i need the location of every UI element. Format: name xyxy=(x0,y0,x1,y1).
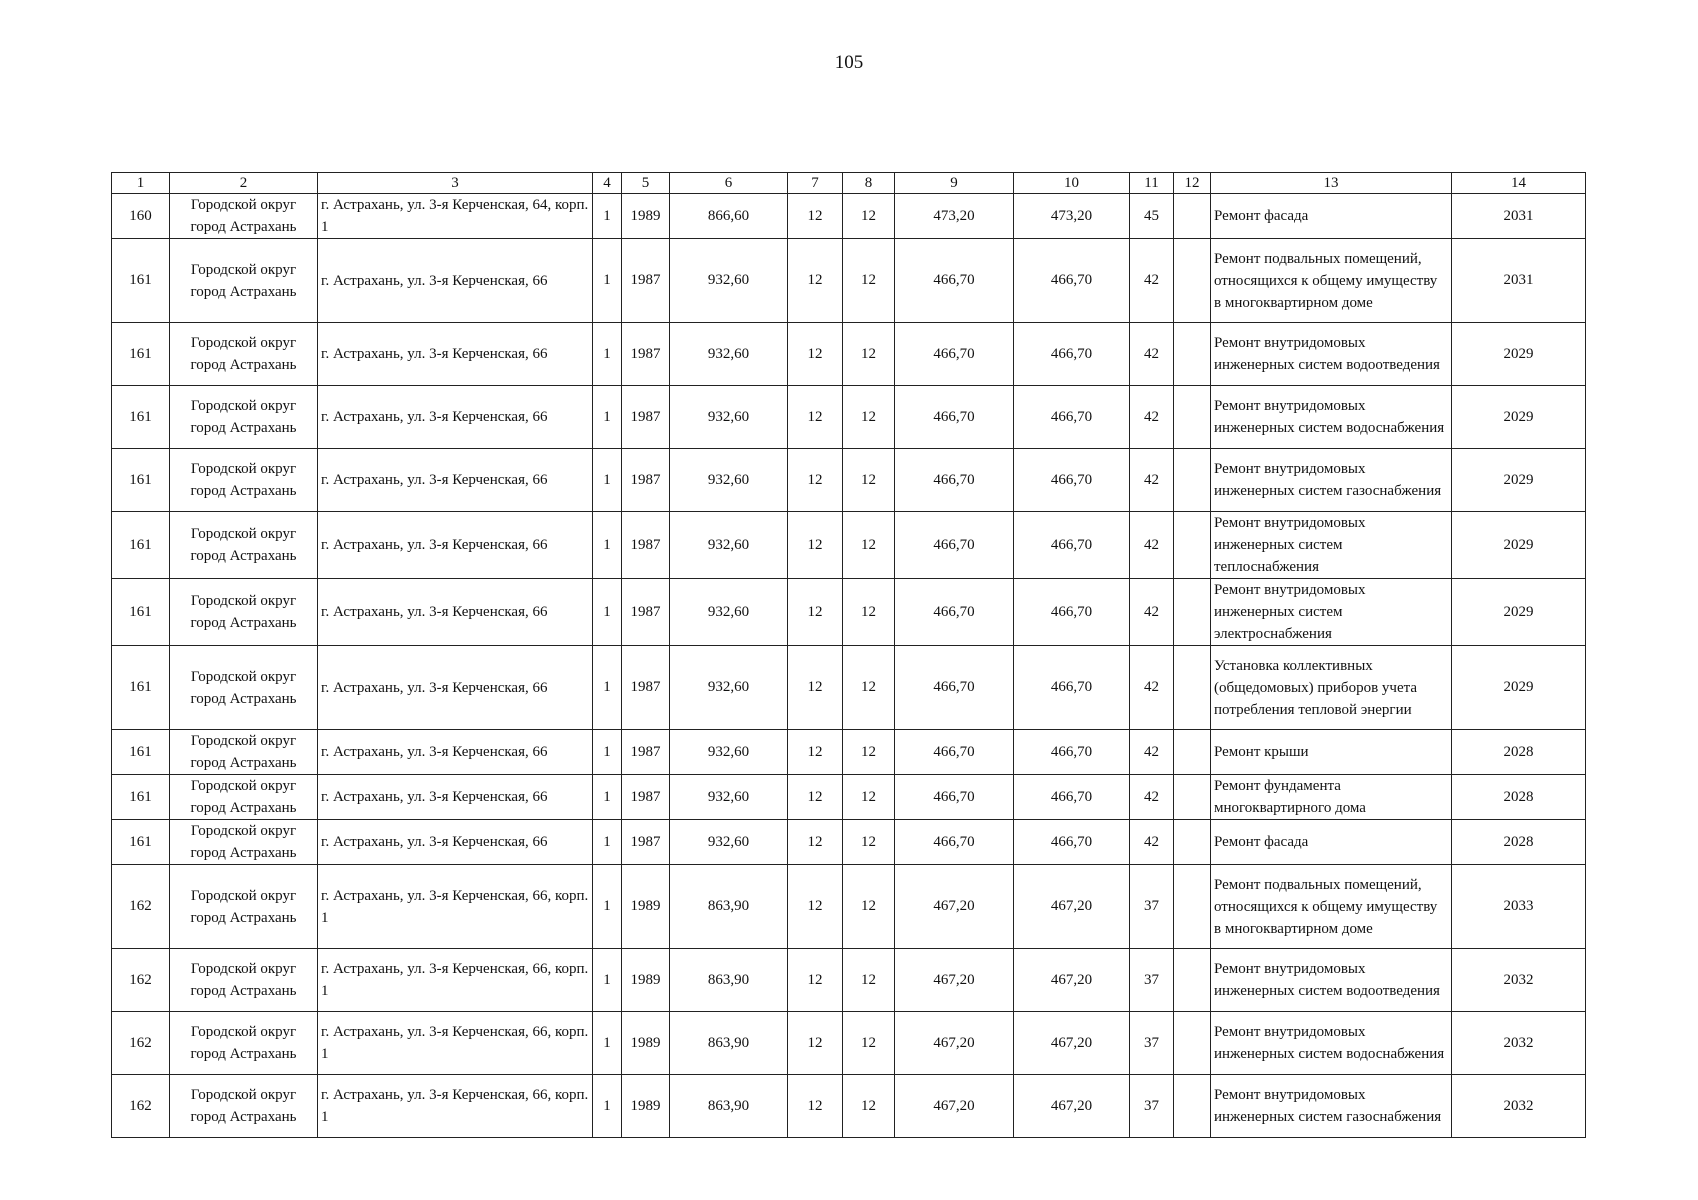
cell-col-4: 1 xyxy=(593,386,622,449)
repair-program-table xyxy=(111,172,1586,1138)
column-header: 6 xyxy=(670,173,788,194)
municipality-cell: Городской округ город Астрахань xyxy=(170,386,318,449)
cell-col-9: 466,70 xyxy=(895,512,1014,579)
cell-col-4: 1 xyxy=(593,239,622,323)
cell-col-6: 863,90 xyxy=(670,949,788,1012)
column-header: 9 xyxy=(895,173,1014,194)
table-row xyxy=(112,1012,1586,1075)
row-number-cell: 161 xyxy=(112,512,170,579)
cell-col-11: 42 xyxy=(1130,730,1174,775)
address-cell: г. Астрахань, ул. 3-я Керченская, 66 xyxy=(318,646,593,730)
cell-col-10: 467,20 xyxy=(1014,1012,1130,1075)
work-type-cell: Ремонт внутридомовых инженерных систем электроснабжения xyxy=(1211,579,1452,646)
table-row xyxy=(112,730,1586,775)
cell-col-12 xyxy=(1174,1012,1211,1075)
cell-col-10: 466,70 xyxy=(1014,386,1130,449)
cell-col-8: 12 xyxy=(843,730,895,775)
cell-col-7: 12 xyxy=(788,775,843,820)
municipality-cell: Городской округ город Астрахань xyxy=(170,775,318,820)
term-year-cell: 2028 xyxy=(1452,775,1586,820)
term-year-cell: 2029 xyxy=(1452,646,1586,730)
row-number-cell: 161 xyxy=(112,646,170,730)
row-number-cell: 161 xyxy=(112,820,170,865)
cell-col-9: 467,20 xyxy=(895,1012,1014,1075)
work-type-cell: Ремонт фасада xyxy=(1211,194,1452,239)
cell-col-10: 467,20 xyxy=(1014,865,1130,949)
municipality-cell: Городской округ город Астрахань xyxy=(170,194,318,239)
cell-col-9: 466,70 xyxy=(895,646,1014,730)
cell-col-7: 12 xyxy=(788,194,843,239)
year-cell: 1987 xyxy=(622,323,670,386)
cell-col-8: 12 xyxy=(843,646,895,730)
term-year-cell: 2029 xyxy=(1452,323,1586,386)
address-cell: г. Астрахань, ул. 3-я Керченская, 66 xyxy=(318,323,593,386)
municipality-cell: Городской округ город Астрахань xyxy=(170,323,318,386)
cell-col-9: 466,70 xyxy=(895,730,1014,775)
term-year-cell: 2029 xyxy=(1452,449,1586,512)
row-number-cell: 161 xyxy=(112,386,170,449)
cell-col-7: 12 xyxy=(788,239,843,323)
cell-col-8: 12 xyxy=(843,239,895,323)
cell-col-6: 863,90 xyxy=(670,1012,788,1075)
address-cell: г. Астрахань, ул. 3-я Керченская, 66, корп. 1 xyxy=(318,1012,593,1075)
year-cell: 1987 xyxy=(622,579,670,646)
cell-col-11: 37 xyxy=(1130,1075,1174,1138)
cell-col-6: 932,60 xyxy=(670,820,788,865)
cell-col-4: 1 xyxy=(593,775,622,820)
year-cell: 1989 xyxy=(622,1075,670,1138)
table-row xyxy=(112,1075,1586,1138)
address-cell: г. Астрахань, ул. 3-я Керченская, 66 xyxy=(318,239,593,323)
cell-col-9: 466,70 xyxy=(895,386,1014,449)
cell-col-10: 466,70 xyxy=(1014,820,1130,865)
work-type-cell: Ремонт внутридомовых инженерных систем газоснабжения xyxy=(1211,449,1452,512)
cell-col-6: 932,60 xyxy=(670,775,788,820)
work-type-cell: Ремонт подвальных помещений, относящихся к общему имуществу в многоквартирном доме xyxy=(1211,239,1452,323)
page-number: 105 xyxy=(834,52,864,73)
work-type-cell: Ремонт внутридомовых инженерных систем теплоснабжения xyxy=(1211,512,1452,579)
term-year-cell: 2029 xyxy=(1452,512,1586,579)
cell-col-10: 467,20 xyxy=(1014,949,1130,1012)
column-header: 13 xyxy=(1211,173,1452,194)
work-type-cell: Ремонт крыши xyxy=(1211,730,1452,775)
table-row xyxy=(112,512,1586,579)
cell-col-9: 467,20 xyxy=(895,1075,1014,1138)
cell-col-8: 12 xyxy=(843,194,895,239)
cell-col-6: 866,60 xyxy=(670,194,788,239)
table-row xyxy=(112,775,1586,820)
term-year-cell: 2032 xyxy=(1452,949,1586,1012)
row-number-cell: 162 xyxy=(112,865,170,949)
address-cell: г. Астрахань, ул. 3-я Керченская, 66 xyxy=(318,449,593,512)
table-row xyxy=(112,646,1586,730)
cell-col-6: 932,60 xyxy=(670,579,788,646)
cell-col-10: 466,70 xyxy=(1014,239,1130,323)
cell-col-10: 466,70 xyxy=(1014,730,1130,775)
cell-col-4: 1 xyxy=(593,865,622,949)
cell-col-7: 12 xyxy=(788,512,843,579)
cell-col-10: 466,70 xyxy=(1014,323,1130,386)
row-number-cell: 161 xyxy=(112,239,170,323)
row-number-cell: 161 xyxy=(112,579,170,646)
cell-col-4: 1 xyxy=(593,194,622,239)
cell-col-10: 466,70 xyxy=(1014,449,1130,512)
cell-col-10: 473,20 xyxy=(1014,194,1130,239)
work-type-cell: Ремонт внутридомовых инженерных систем водоотведения xyxy=(1211,323,1452,386)
cell-col-7: 12 xyxy=(788,949,843,1012)
cell-col-10: 466,70 xyxy=(1014,512,1130,579)
cell-col-9: 466,70 xyxy=(895,820,1014,865)
cell-col-11: 37 xyxy=(1130,949,1174,1012)
table-row xyxy=(112,865,1586,949)
municipality-cell: Городской округ город Астрахань xyxy=(170,646,318,730)
work-type-cell: Ремонт внутридомовых инженерных систем водоснабжения xyxy=(1211,386,1452,449)
municipality-cell: Городской округ город Астрахань xyxy=(170,512,318,579)
column-header: 2 xyxy=(170,173,318,194)
cell-col-7: 12 xyxy=(788,386,843,449)
year-cell: 1987 xyxy=(622,449,670,512)
cell-col-12 xyxy=(1174,239,1211,323)
cell-col-7: 12 xyxy=(788,820,843,865)
cell-col-6: 932,60 xyxy=(670,323,788,386)
cell-col-9: 466,70 xyxy=(895,323,1014,386)
cell-col-8: 12 xyxy=(843,579,895,646)
year-cell: 1989 xyxy=(622,865,670,949)
cell-col-10: 466,70 xyxy=(1014,775,1130,820)
cell-col-8: 12 xyxy=(843,820,895,865)
cell-col-10: 466,70 xyxy=(1014,579,1130,646)
cell-col-12 xyxy=(1174,865,1211,949)
cell-col-8: 12 xyxy=(843,512,895,579)
cell-col-9: 467,20 xyxy=(895,949,1014,1012)
term-year-cell: 2028 xyxy=(1452,820,1586,865)
term-year-cell: 2032 xyxy=(1452,1075,1586,1138)
municipality-cell: Городской округ город Астрахань xyxy=(170,449,318,512)
cell-col-11: 42 xyxy=(1130,579,1174,646)
cell-col-6: 932,60 xyxy=(670,239,788,323)
cell-col-11: 42 xyxy=(1130,646,1174,730)
column-header: 10 xyxy=(1014,173,1130,194)
address-cell: г. Астрахань, ул. 3-я Керченская, 66, корп. 1 xyxy=(318,865,593,949)
table-row xyxy=(112,949,1586,1012)
cell-col-10: 467,20 xyxy=(1014,1075,1130,1138)
cell-col-12 xyxy=(1174,820,1211,865)
cell-col-4: 1 xyxy=(593,949,622,1012)
cell-col-4: 1 xyxy=(593,449,622,512)
cell-col-4: 1 xyxy=(593,820,622,865)
term-year-cell: 2028 xyxy=(1452,730,1586,775)
year-cell: 1987 xyxy=(622,646,670,730)
row-number-cell: 162 xyxy=(112,949,170,1012)
year-cell: 1989 xyxy=(622,194,670,239)
row-number-cell: 161 xyxy=(112,730,170,775)
year-cell: 1989 xyxy=(622,1012,670,1075)
term-year-cell: 2029 xyxy=(1452,579,1586,646)
column-header: 1 xyxy=(112,173,170,194)
cell-col-4: 1 xyxy=(593,579,622,646)
row-number-cell: 161 xyxy=(112,449,170,512)
municipality-cell: Городской округ город Астрахань xyxy=(170,865,318,949)
work-type-cell: Ремонт фундамента многоквартирного дома xyxy=(1211,775,1452,820)
column-header: 11 xyxy=(1130,173,1174,194)
year-cell: 1987 xyxy=(622,820,670,865)
cell-col-12 xyxy=(1174,730,1211,775)
cell-col-11: 42 xyxy=(1130,775,1174,820)
row-number-cell: 161 xyxy=(112,775,170,820)
cell-col-7: 12 xyxy=(788,1075,843,1138)
address-cell: г. Астрахань, ул. 3-я Керченская, 66 xyxy=(318,386,593,449)
column-header: 5 xyxy=(622,173,670,194)
work-type-cell: Ремонт фасада xyxy=(1211,820,1452,865)
cell-col-7: 12 xyxy=(788,323,843,386)
cell-col-10: 466,70 xyxy=(1014,646,1130,730)
cell-col-4: 1 xyxy=(593,646,622,730)
cell-col-11: 42 xyxy=(1130,239,1174,323)
address-cell: г. Астрахань, ул. 3-я Керченская, 66 xyxy=(318,730,593,775)
column-header: 3 xyxy=(318,173,593,194)
table-row xyxy=(112,579,1586,646)
cell-col-4: 1 xyxy=(593,512,622,579)
cell-col-4: 1 xyxy=(593,1012,622,1075)
cell-col-8: 12 xyxy=(843,449,895,512)
term-year-cell: 2031 xyxy=(1452,239,1586,323)
cell-col-12 xyxy=(1174,449,1211,512)
table-row xyxy=(112,239,1586,323)
municipality-cell: Городской округ город Астрахань xyxy=(170,949,318,1012)
cell-col-11: 42 xyxy=(1130,820,1174,865)
column-header: 14 xyxy=(1452,173,1586,194)
cell-col-6: 932,60 xyxy=(670,646,788,730)
address-cell: г. Астрахань, ул. 3-я Керченская, 66, корп. 1 xyxy=(318,1075,593,1138)
cell-col-11: 42 xyxy=(1130,512,1174,579)
term-year-cell: 2029 xyxy=(1452,386,1586,449)
cell-col-8: 12 xyxy=(843,775,895,820)
cell-col-6: 932,60 xyxy=(670,449,788,512)
table-row xyxy=(112,386,1586,449)
cell-col-12 xyxy=(1174,1075,1211,1138)
cell-col-12 xyxy=(1174,512,1211,579)
cell-col-6: 863,90 xyxy=(670,865,788,949)
row-number-cell: 162 xyxy=(112,1075,170,1138)
address-cell: г. Астрахань, ул. 3-я Керченская, 66 xyxy=(318,820,593,865)
municipality-cell: Городской округ город Астрахань xyxy=(170,1075,318,1138)
cell-col-11: 42 xyxy=(1130,386,1174,449)
year-cell: 1987 xyxy=(622,386,670,449)
cell-col-8: 12 xyxy=(843,1012,895,1075)
cell-col-4: 1 xyxy=(593,1075,622,1138)
work-type-cell: Ремонт внутридомовых инженерных систем газоснабжения xyxy=(1211,1075,1452,1138)
column-header: 12 xyxy=(1174,173,1211,194)
cell-col-9: 466,70 xyxy=(895,579,1014,646)
year-cell: 1987 xyxy=(622,512,670,579)
cell-col-12 xyxy=(1174,949,1211,1012)
cell-col-7: 12 xyxy=(788,1012,843,1075)
year-cell: 1989 xyxy=(622,949,670,1012)
cell-col-11: 42 xyxy=(1130,323,1174,386)
term-year-cell: 2031 xyxy=(1452,194,1586,239)
address-cell: г. Астрахань, ул. 3-я Керченская, 66 xyxy=(318,775,593,820)
municipality-cell: Городской округ город Астрахань xyxy=(170,730,318,775)
cell-col-12 xyxy=(1174,386,1211,449)
column-number-row xyxy=(112,173,1586,194)
address-cell: г. Астрахань, ул. 3-я Керченская, 64, корп. 1 xyxy=(318,194,593,239)
cell-col-11: 45 xyxy=(1130,194,1174,239)
municipality-cell: Городской округ город Астрахань xyxy=(170,1012,318,1075)
work-type-cell: Ремонт подвальных помещений, относящихся к общему имуществу в многоквартирном доме xyxy=(1211,865,1452,949)
cell-col-8: 12 xyxy=(843,1075,895,1138)
work-type-cell: Установка коллективных (общедомовых) приборов учета потребления тепловой энергии xyxy=(1211,646,1452,730)
municipality-cell: Городской округ город Астрахань xyxy=(170,820,318,865)
cell-col-12 xyxy=(1174,775,1211,820)
cell-col-9: 467,20 xyxy=(895,865,1014,949)
cell-col-9: 466,70 xyxy=(895,775,1014,820)
cell-col-8: 12 xyxy=(843,949,895,1012)
cell-col-9: 466,70 xyxy=(895,449,1014,512)
cell-col-6: 932,60 xyxy=(670,730,788,775)
cell-col-12 xyxy=(1174,579,1211,646)
work-type-cell: Ремонт внутридомовых инженерных систем водоснабжения xyxy=(1211,1012,1452,1075)
row-number-cell: 162 xyxy=(112,1012,170,1075)
cell-col-7: 12 xyxy=(788,646,843,730)
table-row xyxy=(112,323,1586,386)
work-type-cell: Ремонт внутридомовых инженерных систем водоотведения xyxy=(1211,949,1452,1012)
cell-col-6: 932,60 xyxy=(670,386,788,449)
municipality-cell: Городской округ город Астрахань xyxy=(170,239,318,323)
cell-col-6: 932,60 xyxy=(670,512,788,579)
cell-col-6: 863,90 xyxy=(670,1075,788,1138)
cell-col-7: 12 xyxy=(788,730,843,775)
year-cell: 1987 xyxy=(622,239,670,323)
table-row xyxy=(112,194,1586,239)
term-year-cell: 2033 xyxy=(1452,865,1586,949)
cell-col-8: 12 xyxy=(843,386,895,449)
table-row xyxy=(112,820,1586,865)
column-header: 8 xyxy=(843,173,895,194)
term-year-cell: 2032 xyxy=(1452,1012,1586,1075)
cell-col-8: 12 xyxy=(843,323,895,386)
cell-col-11: 37 xyxy=(1130,865,1174,949)
cell-col-9: 466,70 xyxy=(895,239,1014,323)
cell-col-7: 12 xyxy=(788,579,843,646)
cell-col-12 xyxy=(1174,194,1211,239)
year-cell: 1987 xyxy=(622,775,670,820)
address-cell: г. Астрахань, ул. 3-я Керченская, 66, корп. 1 xyxy=(318,949,593,1012)
cell-col-11: 37 xyxy=(1130,1012,1174,1075)
cell-col-11: 42 xyxy=(1130,449,1174,512)
cell-col-7: 12 xyxy=(788,865,843,949)
cell-col-7: 12 xyxy=(788,449,843,512)
cell-col-9: 473,20 xyxy=(895,194,1014,239)
row-number-cell: 160 xyxy=(112,194,170,239)
address-cell: г. Астрахань, ул. 3-я Керченская, 66 xyxy=(318,512,593,579)
table-row xyxy=(112,449,1586,512)
municipality-cell: Городской округ город Астрахань xyxy=(170,579,318,646)
cell-col-12 xyxy=(1174,646,1211,730)
column-header: 4 xyxy=(593,173,622,194)
row-number-cell: 161 xyxy=(112,323,170,386)
year-cell: 1987 xyxy=(622,730,670,775)
cell-col-4: 1 xyxy=(593,323,622,386)
cell-col-8: 12 xyxy=(843,865,895,949)
table-body xyxy=(112,194,1586,1138)
cell-col-4: 1 xyxy=(593,730,622,775)
cell-col-12 xyxy=(1174,323,1211,386)
address-cell: г. Астрахань, ул. 3-я Керченская, 66 xyxy=(318,579,593,646)
column-header: 7 xyxy=(788,173,843,194)
